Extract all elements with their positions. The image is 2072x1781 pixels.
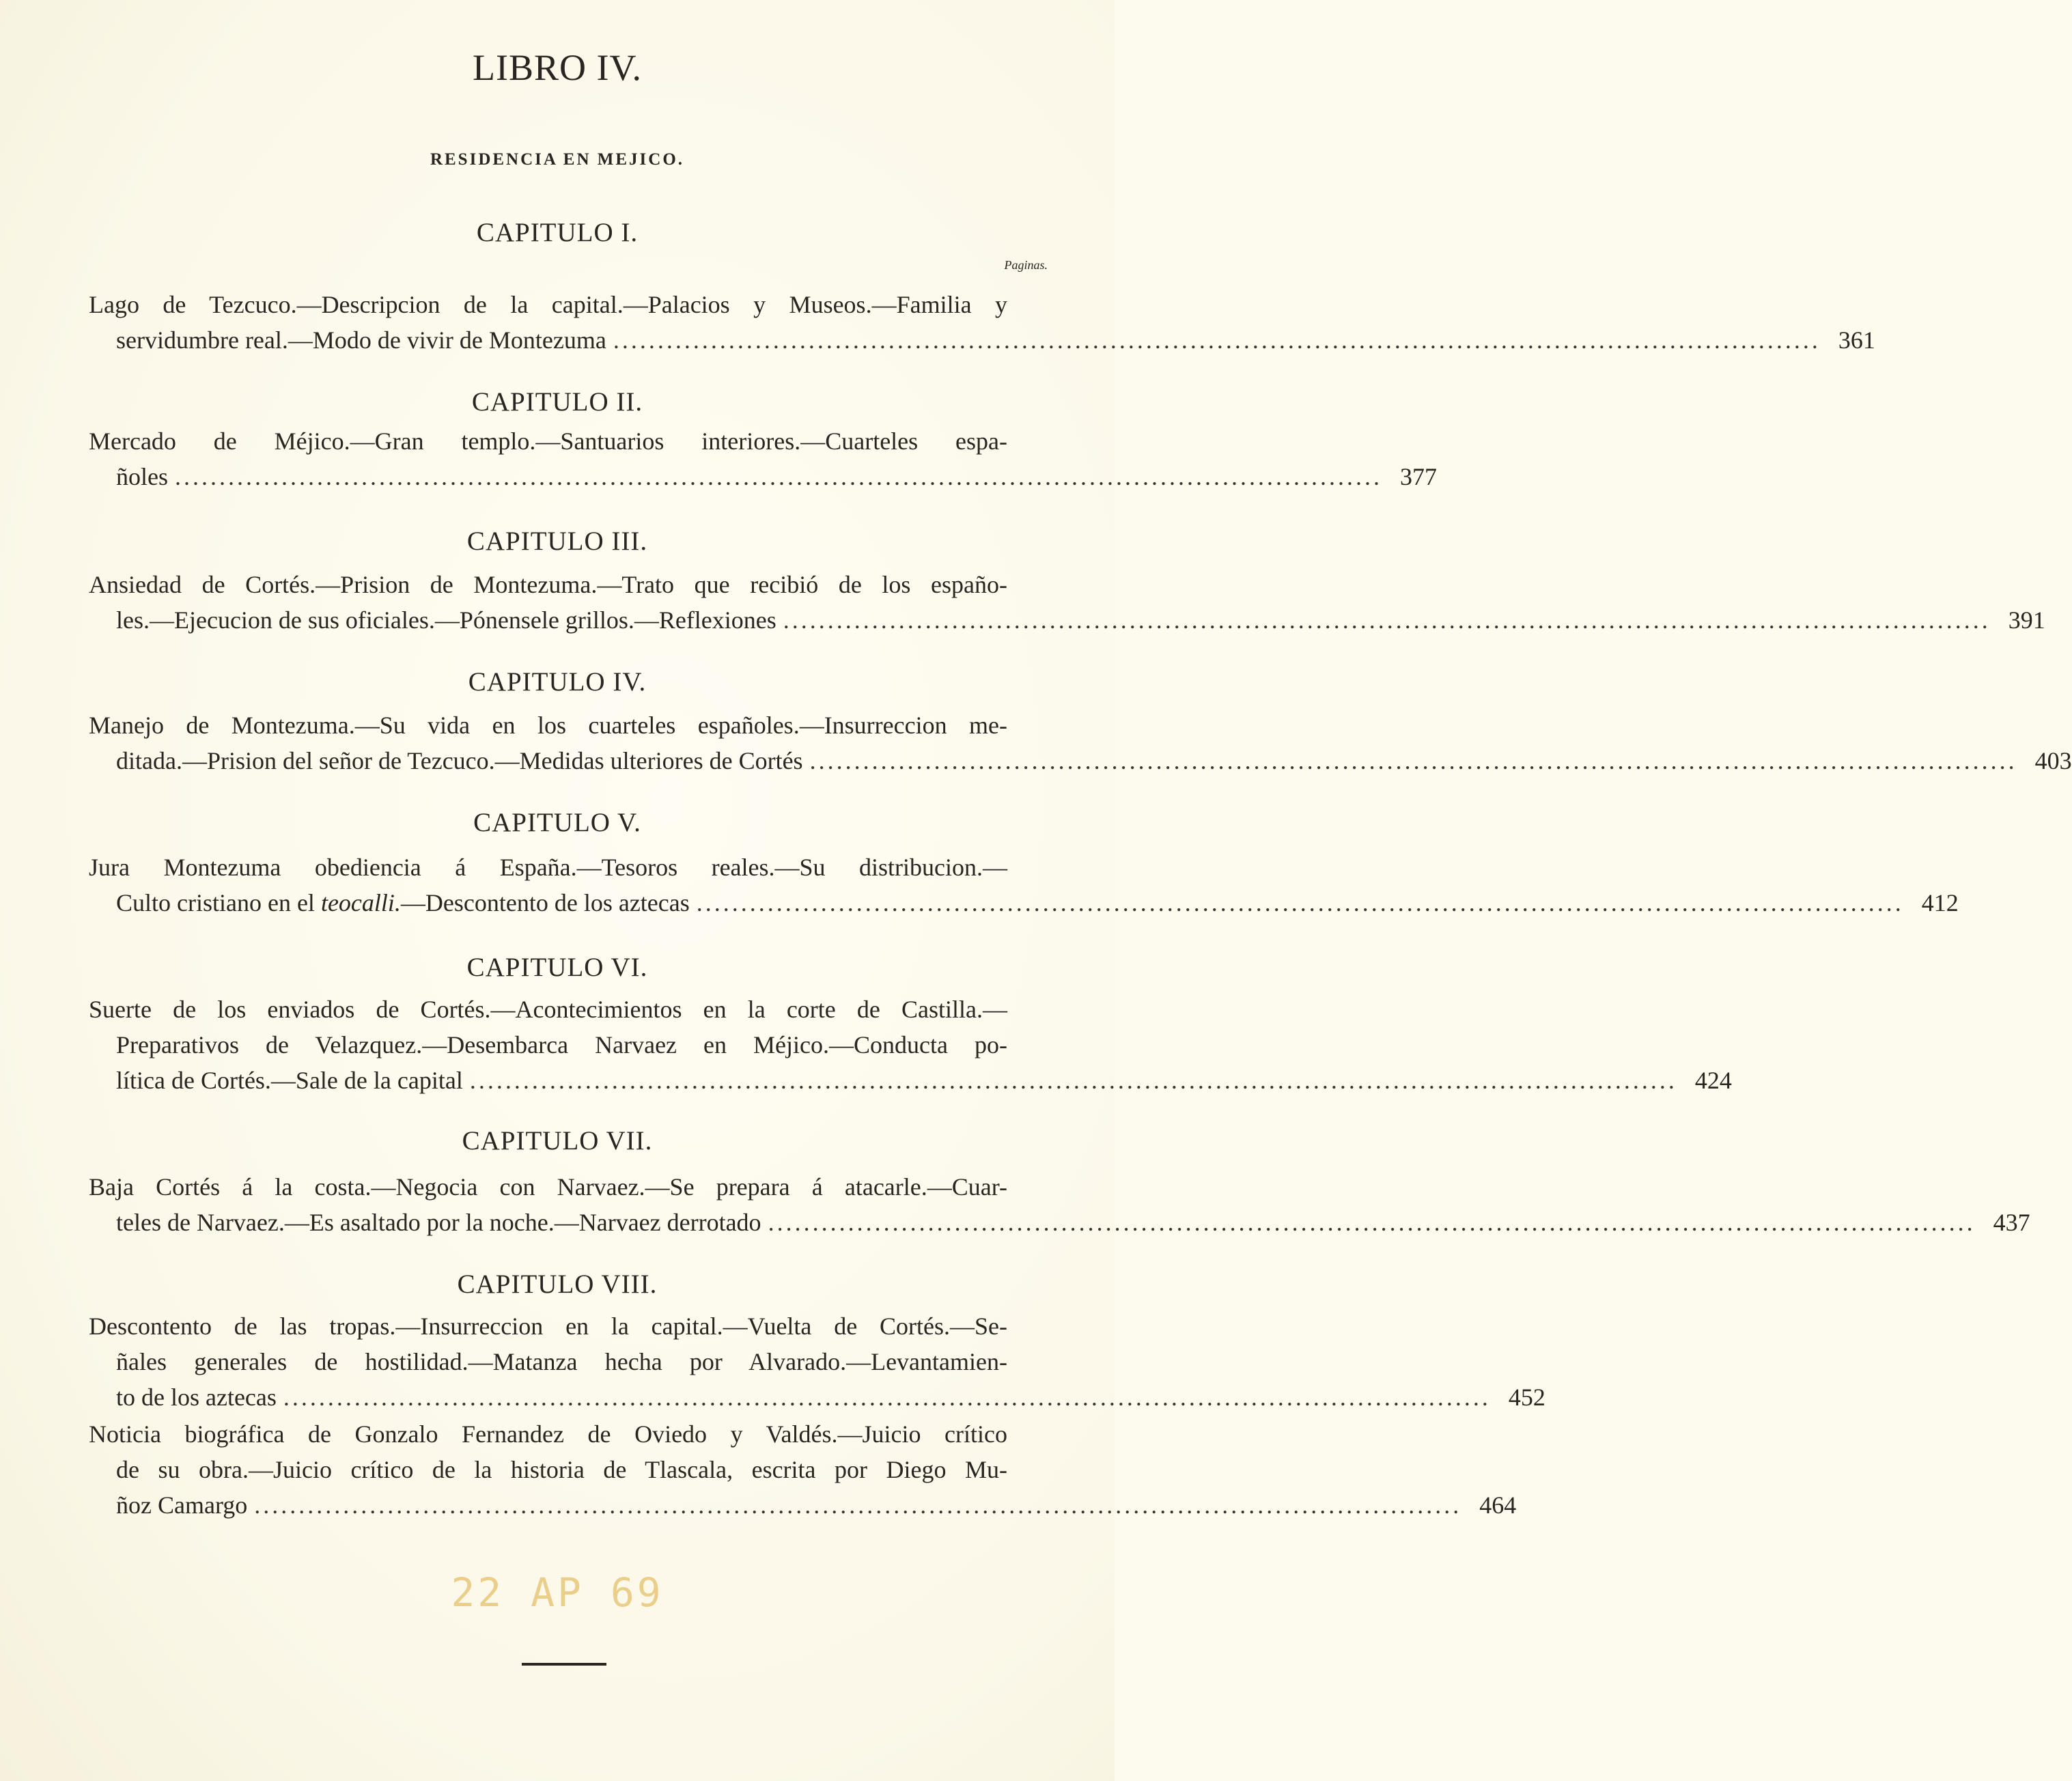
- entry-line-text: servidumbre real.—Modo de vivir de Montezuma: [116, 326, 606, 354]
- toc-entry: [89, 423, 1437, 494]
- entry-line: de su obra.—Juicio crítico de la historia de Tlascala, escrita por Diego Mu-: [116, 1456, 1007, 1483]
- entry-line-text: ditada.—Prision del señor de Tezcuco.—Medidas ulteriores de Cortés: [116, 747, 803, 774]
- dot-leader: ........................................................................................................................................: [696, 889, 1904, 916]
- entry-line-text: ñoz Camargo: [116, 1491, 248, 1519]
- section-title: RESIDENCIA EN MEJICO.: [430, 150, 685, 169]
- dot-leader: ........................................................................................................................................: [783, 606, 1991, 634]
- toc-entry: [89, 1308, 1545, 1415]
- entry-last-line: [89, 1063, 1732, 1098]
- chapter-heading: CAPITULO VIII.: [457, 1270, 658, 1299]
- dot-leader: ........................................................................................................................................: [175, 463, 1382, 490]
- chapter-heading: CAPITULO II.: [471, 387, 643, 417]
- toc-entry: [89, 1169, 2030, 1240]
- entry-last-line: [89, 459, 1437, 494]
- entry-line: Mercado de Méjico.—Gran templo.—Santuarios interiores.—Cuarteles espa-: [89, 427, 1007, 455]
- entry-line: Manejo de Montezuma.—Su vida en los cuarteles españoles.—Insurreccion me-: [89, 712, 1007, 739]
- toc-entry: [89, 707, 2072, 779]
- chapter-heading: CAPITULO V.: [473, 808, 641, 837]
- entry-last-line: [89, 1487, 1517, 1523]
- toc-entry: [89, 567, 2045, 638]
- page-number: 403: [2034, 747, 2072, 774]
- entry-text-italic: teocalli.: [320, 889, 401, 916]
- date-stamp: 22 AP 69: [451, 1569, 664, 1616]
- entry-line-text: les.—Ejecucion de sus oficiales.—Pónensele grillos.—Reflexiones: [116, 606, 776, 634]
- chapter-heading: CAPITULO I.: [476, 218, 639, 247]
- entry-line: ñales generales de hostilidad.—Matanza hecha por Alvarado.—Levantamien-: [116, 1348, 1007, 1375]
- entry-last-line: [89, 743, 2072, 779]
- dot-leader: ........................................................................................................................................: [768, 1209, 1976, 1236]
- page-number: 377: [1400, 463, 1437, 490]
- page-number: 464: [1479, 1491, 1517, 1519]
- entry-line: Preparativos de Velazquez.—Desembarca Narvaez en Méjico.—Conducta po-: [116, 1031, 1007, 1058]
- entry-text-roman: —Descontento de los aztecas: [400, 889, 690, 916]
- toc-entry: [89, 287, 1875, 358]
- dot-leader: ........................................................................................................................................: [283, 1384, 1491, 1411]
- toc-entry-appendix: [89, 1416, 1517, 1523]
- chapter-heading: CAPITULO III.: [466, 527, 648, 556]
- dot-leader: ........................................................................................................................................: [809, 747, 2017, 774]
- toc-entry: [89, 992, 1732, 1098]
- chapter-heading: CAPITULO VII.: [462, 1126, 653, 1155]
- entry-last-line: [89, 602, 2045, 638]
- entry-line: Suerte de los enviados de Cortés.—Acontecimientos en la corte de Castilla.—: [89, 996, 1007, 1023]
- entry-line: Jura Montezuma obediencia á España.—Tesoros reales.—Su distribucion.—: [89, 854, 1007, 881]
- entry-line: Baja Cortés á la costa.—Negocia con Narvaez.—Se prepara á atacarle.—Cuar-: [89, 1173, 1007, 1201]
- entry-last-line: [89, 1205, 2030, 1240]
- entry-last-line: [89, 322, 1875, 358]
- entry-text-roman: Culto cristiano en el: [116, 889, 321, 916]
- page-number: 424: [1694, 1067, 1732, 1094]
- toc-entry: [89, 850, 1959, 921]
- dot-leader: ........................................................................................................................................: [254, 1491, 1462, 1519]
- entry-line-text: lítica de Cortés.—Sale de la capital: [116, 1067, 463, 1094]
- chapter-heading: CAPITULO IV.: [468, 667, 647, 697]
- entry-line: Lago de Tezcuco.—Descripcion de la capital.—Palacios y Museos.—Familia y: [89, 291, 1007, 318]
- dot-leader: ........................................................................................................................................: [613, 326, 1821, 354]
- page-number: 437: [1993, 1209, 2030, 1236]
- page-number: 452: [1508, 1384, 1545, 1411]
- dot-leader: ........................................................................................................................................: [469, 1067, 1677, 1094]
- entry-line-text: ñoles: [116, 463, 168, 490]
- page-number: 412: [1921, 889, 1959, 916]
- entry-line: Ansiedad de Cortés.—Prision de Montezuma.—Trato que recibió de los españo-: [89, 571, 1007, 598]
- entry-last-line: [89, 885, 1959, 921]
- entry-line-text: to de los aztecas: [116, 1384, 277, 1411]
- page-number: 361: [1838, 326, 1875, 354]
- entry-line: Descontento de las tropas.—Insurreccion en la capital.—Vuelta de Cortés.—Se-: [89, 1313, 1007, 1340]
- page-number: 391: [2008, 606, 2045, 634]
- book-title: LIBRO IV.: [472, 47, 643, 88]
- chapter-heading: CAPITULO VI.: [466, 953, 648, 982]
- closing-rule: [522, 1663, 606, 1666]
- entry-last-line: [89, 1379, 1545, 1415]
- entry-line: Noticia biográfica de Gonzalo Fernandez de Oviedo y Valdés.—Juicio crítico: [89, 1420, 1007, 1448]
- entry-line-text: [116, 885, 690, 921]
- entry-line-text: teles de Narvaez.—Es asaltado por la noche.—Narvaez derrotado: [116, 1209, 761, 1236]
- pages-column-label: Paginas.: [1004, 258, 1048, 272]
